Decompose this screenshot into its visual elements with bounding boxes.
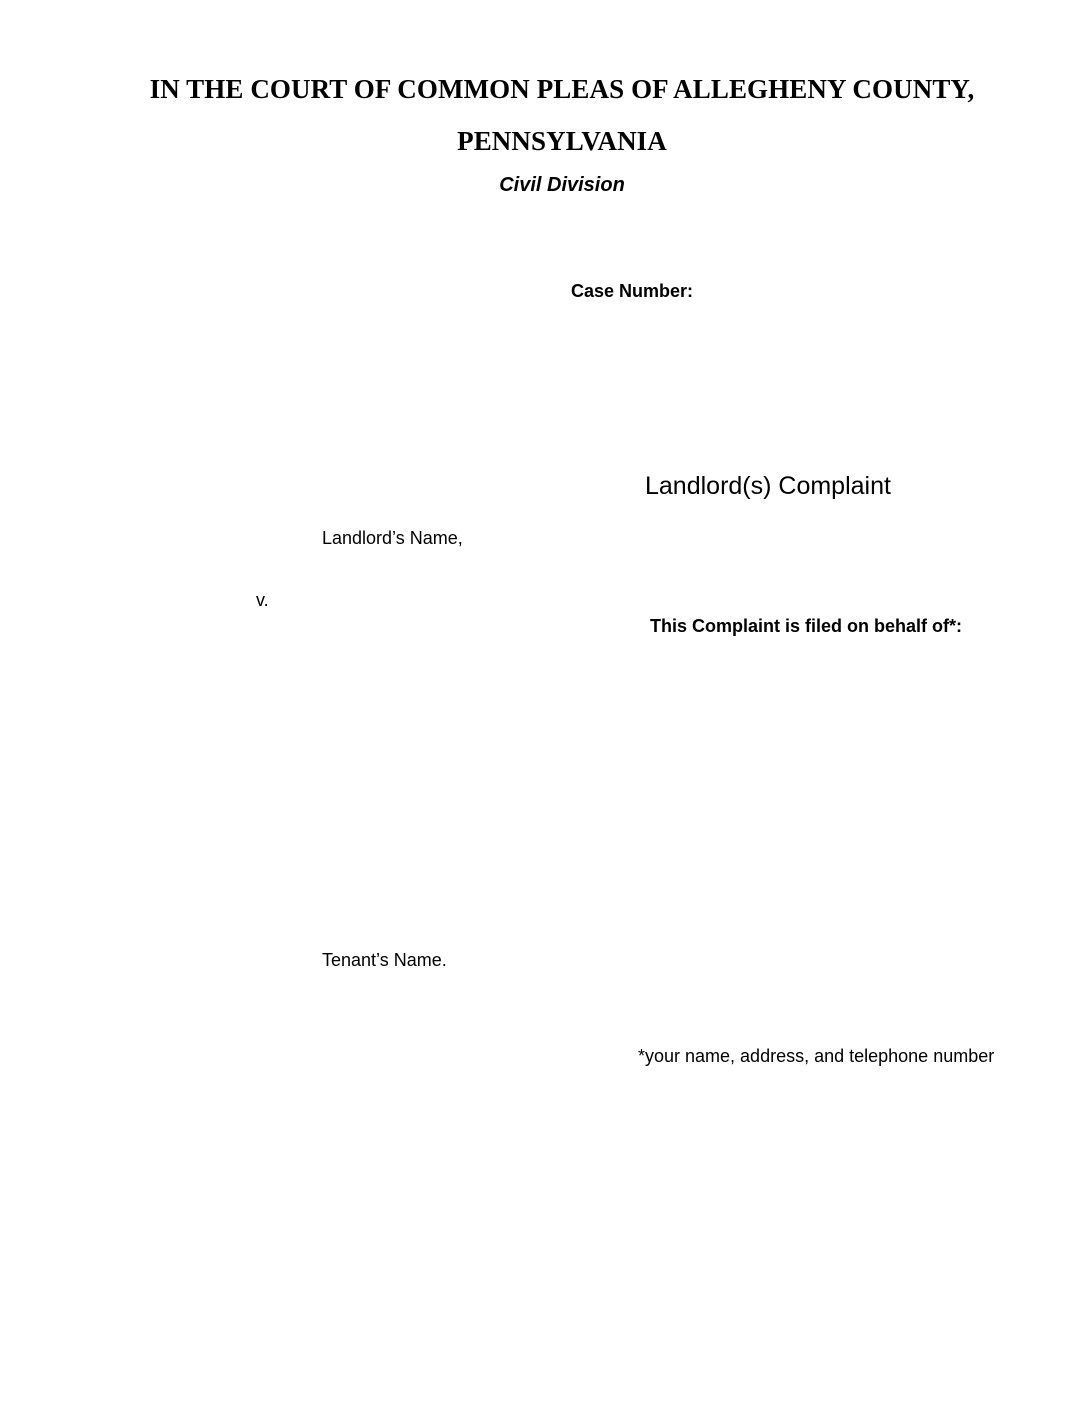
court-division: Civil Division	[499, 174, 625, 196]
filer-footnote: *your name, address, and telephone number	[638, 1046, 995, 1066]
landlord-name-label: Landlord’s Name,	[322, 528, 463, 548]
versus-label: v.	[256, 590, 269, 610]
filed-on-behalf-label: This Complaint is filed on behalf of*:	[650, 616, 963, 636]
document-title: Landlord(s) Complaint	[645, 472, 891, 500]
case-number-label: Case Number:	[571, 281, 694, 301]
court-name-line-2: PENNSYLVANIA	[457, 126, 667, 156]
tenant-name-label: Tenant’s Name.	[322, 950, 447, 970]
court-name-line-1: IN THE COURT OF COMMON PLEAS OF ALLEGHENY COUNTY,	[149, 74, 975, 104]
